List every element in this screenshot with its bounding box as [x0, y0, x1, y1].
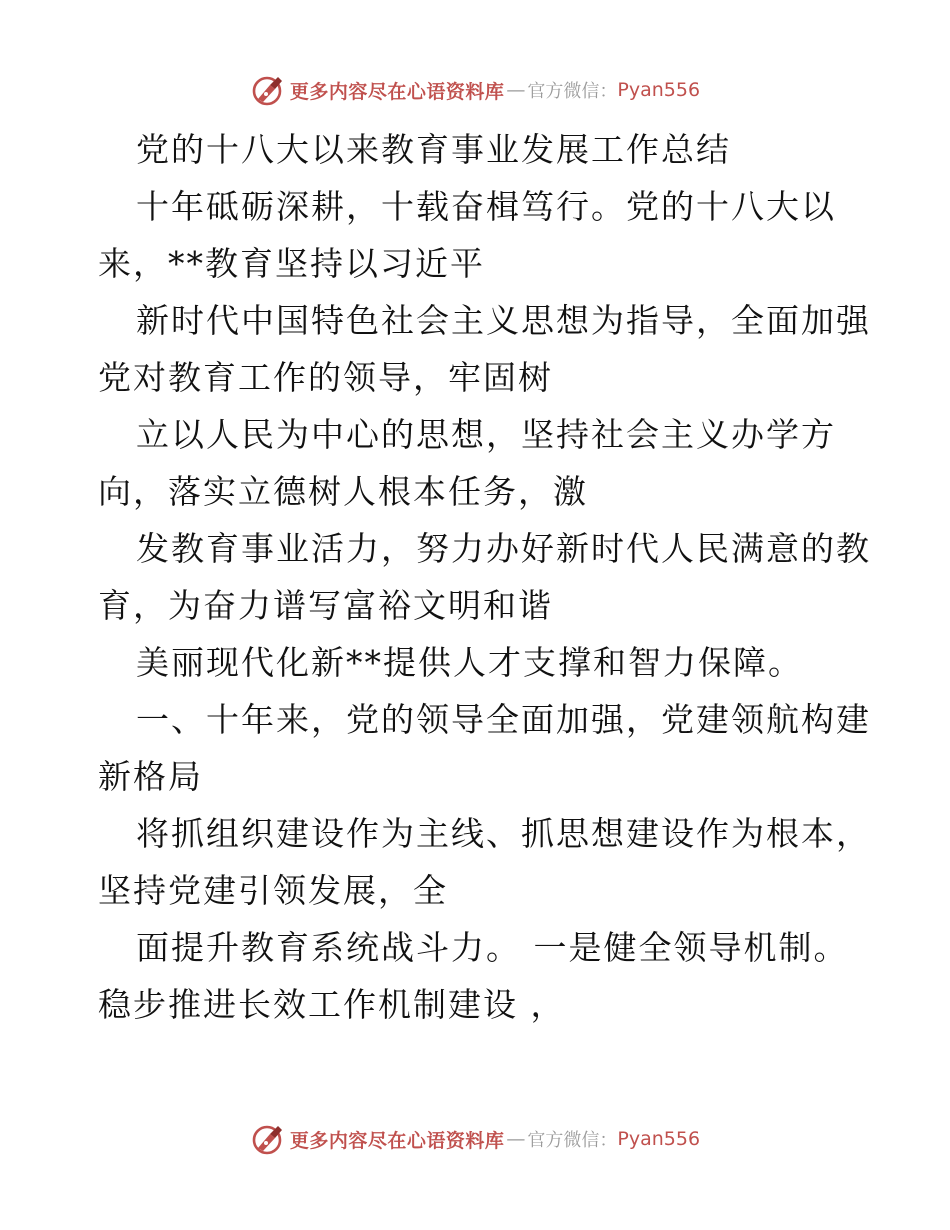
body-text-line: 面提升教育系统战斗力。 一是健全领导机制。 — [136, 928, 849, 967]
body-text-line: 将抓组织建设作为主线、抓思想建设作为根本， — [136, 814, 871, 853]
body-text-line: 立以人民为中心的思想，坚持社会主义办学方 — [136, 415, 836, 454]
pen-nib-logo-icon — [250, 1121, 286, 1157]
body-text-line: 新格局 — [98, 757, 203, 796]
wechat-id: Pyan556 — [617, 79, 701, 101]
watermark-text: 更多内容尽在心语资料库 — [289, 1129, 505, 1152]
body-text-line: 育，为奋力谱写富裕文明和谐 — [98, 586, 553, 625]
body-text-line: 向，落实立德树人根本任务，激 — [98, 472, 588, 511]
document-title: 党的十八大以来教育事业发展工作总结 — [136, 130, 731, 169]
body-text-line: 稳步推进长效工作机制建设 ， — [98, 985, 566, 1024]
body-text-line: 党对教育工作的领导，牢固树 — [98, 358, 553, 397]
body-text-line: 发教育事业活力，努力办好新时代人民满意的教 — [136, 529, 871, 568]
body-text-line: 十年砥砺深耕，十载奋楫笃行。党的十八大以 — [136, 187, 836, 226]
watermark-dash: — — [506, 79, 526, 101]
pen-nib-logo-icon — [250, 72, 286, 108]
body-text-line: 新时代中国特色社会主义思想为指导，全面加强 — [136, 301, 871, 340]
header-watermark — [0, 70, 950, 110]
body-text-line: 坚持党建引领发展，全 — [98, 871, 448, 910]
body-text-line: 美丽现代化新**提供人才支撑和智力保障。 — [136, 643, 803, 682]
watermark-text: 更多内容尽在心语资料库 — [289, 80, 505, 103]
document-body — [98, 121, 871, 1033]
wechat-label: 官方微信： — [527, 1130, 618, 1151]
footer-watermark — [0, 1119, 950, 1159]
body-text-line: 来，**教育坚持以习近平 — [98, 244, 485, 283]
wechat-id: Pyan556 — [617, 1128, 701, 1150]
body-text-line: 一、十年来，党的领导全面加强，党建领航构建 — [136, 700, 871, 739]
watermark-dash: — — [506, 1128, 526, 1150]
wechat-label: 官方微信： — [527, 81, 618, 102]
